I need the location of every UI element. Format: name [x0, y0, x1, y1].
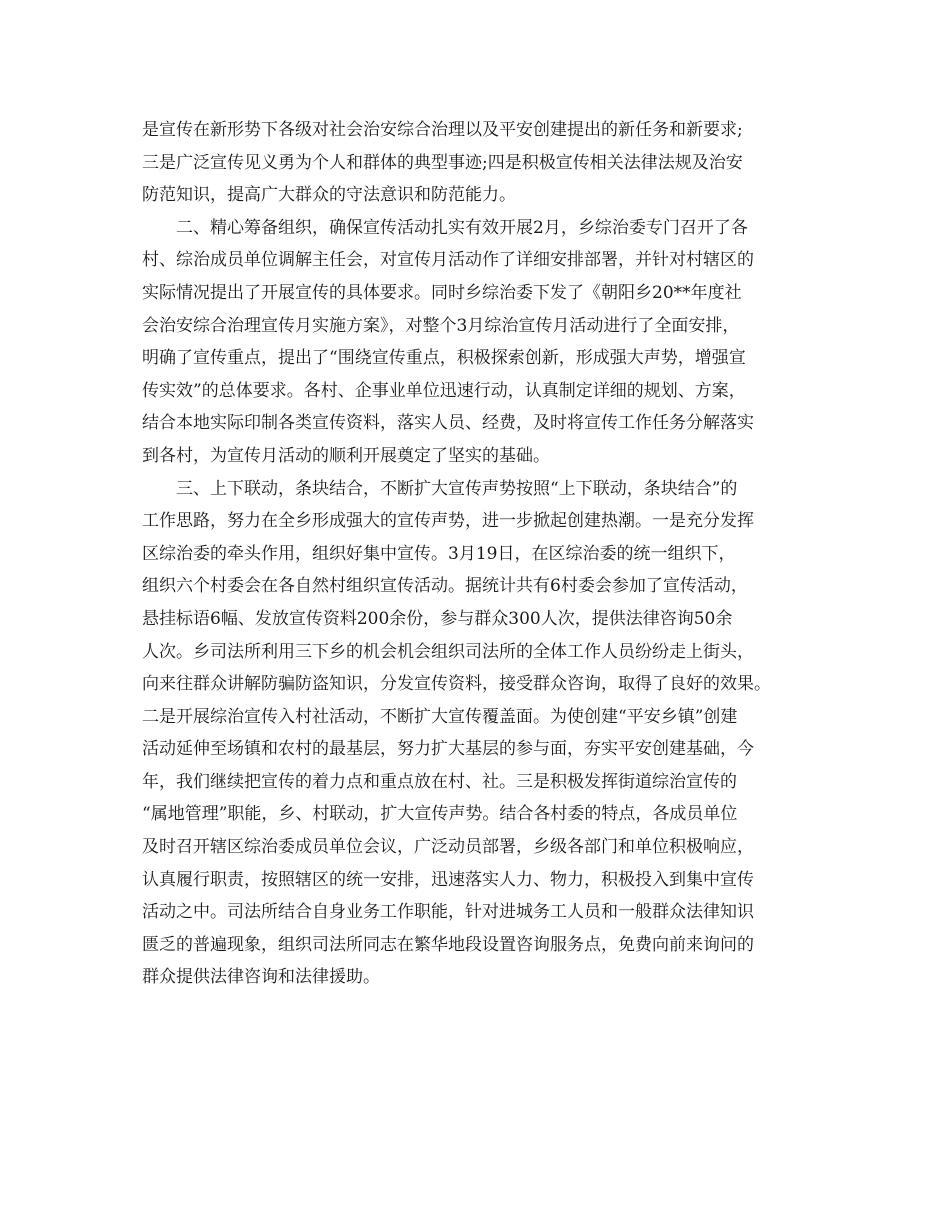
- text-line: 防范知识，提高广大群众的守法意识和防范能力。: [142, 185, 516, 206]
- text-line: 是宣传在新形势下各级对社会治安综合治理以及平安创建提出的新任务和新要求;: [142, 120, 743, 140]
- text-line: 到各村，为宣传月活动的顺利开展奠定了坚实的基础。: [142, 445, 550, 466]
- text-line: 结合本地实际印制各类宣传资料，落实人员、经费，及时将宣传工作任务分解落实: [142, 413, 754, 434]
- paragraph-3: [142, 473, 808, 995]
- text-line: 区综治委的牵头作用，组织好集中宣传。3月19日，在区综治委的统一组织下，: [142, 543, 736, 564]
- text-line: 及时召开辖区综治委成员单位会议，广泛动员部署，乡级各部门和单位积极响应，: [142, 837, 754, 858]
- text-line: 村、综治成员单位调解主任会，对宣传月活动作了详细安排部署，并针对村辖区的: [142, 250, 754, 271]
- paragraph-2: [142, 212, 808, 473]
- text-line: 三是广泛宣传见义勇为个人和群体的典型事迹;四是积极宣传相关法律法规及治安: [142, 152, 743, 173]
- text-line: 活动之中。司法所结合自身业务工作职能，针对进城务工人员和一般群众法律知识: [142, 902, 754, 923]
- text-line: 群众提供法律咨询和法律援助。: [142, 967, 380, 988]
- text-line: 传实效”的总体要求。各村、企事业单位迅速行动，认真制定详细的规划、方案，: [142, 380, 746, 401]
- text-line: 人次。乡司法所利用三下乡的机会机会组织司法所的全体工作人员纷纷走上街头，: [142, 641, 754, 662]
- text-line: 三、上下联动，条块结合，不断扩大宣传声势按照“上下联动，条块结合”的: [142, 478, 738, 499]
- text-line: 组织六个村委会在各自然村组织宣传活动。据统计共有6村委会参加了宣传活动，: [142, 576, 748, 597]
- text-line: 匮乏的普遍现象，组织司法所同志在繁华地段设置咨询服务点，免费向前来询问的: [142, 934, 754, 955]
- text-line: 二是开展综治宣传入村社活动，不断扩大宣传覆盖面。为使创建“平安乡镇”创建: [142, 706, 738, 727]
- text-line: 悬挂标语6幅、发放宣传资料200余份，参与群众300人次，提供法律咨询50余: [142, 608, 733, 629]
- text-line: 年，我们继续把宣传的着力点和重点放在村、社。三是积极发挥街道综治宣传的: [142, 771, 737, 792]
- text-line: 活动延伸至场镇和农村的最基层，努力扩大基层的参与面，夯实平安创建基础，今: [142, 739, 754, 760]
- document-body: [142, 114, 808, 994]
- text-line: 向来往群众讲解防骗防盗知识，分发宣传资料，接受群众咨询，取得了良好的效果。: [142, 674, 771, 695]
- paragraph-1: [142, 114, 808, 212]
- text-line: 二、精心筹备组织，确保宣传活动扎实有效开展2月，乡综治委专门召开了各: [142, 217, 748, 238]
- text-line: 明确了宣传重点，提出了“围绕宣传重点，积极探索创新，形成强大声势，增强宣: [142, 348, 746, 369]
- text-line: 实际情况提出了开展宣传的具体要求。同时乡综治委下发了《朝阳乡20**年度社: [142, 282, 742, 303]
- text-line: 认真履行职责，按照辖区的统一安排，迅速落实人力、物力，积极投入到集中宣传: [142, 869, 754, 890]
- text-line: 会治安综合治理宣传月实施方案》，对整个3月综治宣传月活动进行了全面安排，: [142, 315, 740, 336]
- text-line: “属地管理”职能，乡、村联动，扩大宣传声势。结合各村委的特点，各成员单位: [142, 804, 738, 825]
- text-line: 工作思路，努力在全乡形成强大的宣传声势，进一步掀起创建热潮。一是充分发挥: [142, 511, 754, 532]
